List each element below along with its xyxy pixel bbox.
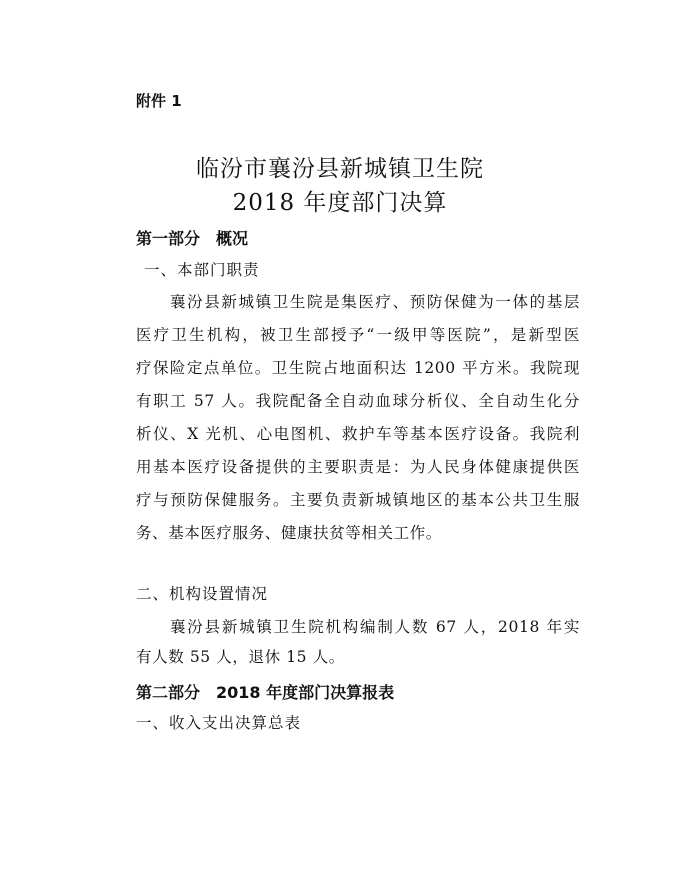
section-heading-organization: 二、机构设置情况 [136,585,269,603]
paragraph-line: 襄汾县新城镇卫生院机构编制人数 67 人，2018 年实 [170,618,580,636]
paragraph-line: 疗保险定点单位。卫生院占地面积达 1200 平方米。我院现 [136,359,580,377]
organization-paragraph [136,612,580,672]
paragraph-line: 医疗卫生机构，被卫生部授予“一级甲等医院”，是新型医 [136,326,580,344]
paragraph-line: 疗与预防保健服务。主要负责新城镇地区的基本公共卫生服 [136,491,580,509]
document-title-line-2: 2018 年度部门决算 [232,190,448,216]
duties-paragraph [136,286,580,550]
document-title-line-1: 临汾市襄汾县新城镇卫生院 [196,156,484,182]
part1-heading: 第一部分 概况 [136,229,249,248]
paragraph-line: 有职工 57 人。我院配备全自动血球分析仪、全自动生化分 [136,392,580,410]
paragraph-line: 有人数 55 人，退休 15 人。 [136,648,345,666]
section-heading-duties: 一、本部门职责 [144,261,260,279]
paragraph-line: 用基本医疗设备提供的主要职责是：为人民身体健康提供医 [136,458,580,476]
part2-heading: 第二部分 2018 年度部门决算报表 [136,683,395,702]
attachment-label: 附件 1 [136,92,182,110]
section-heading-summary-table: 一、收入支出决算总表 [136,714,302,732]
paragraph-line: 务、基本医疗服务、健康扶贫等相关工作。 [136,524,442,542]
paragraph-line: 析仪、X 光机、心电图机、救护车等基本医疗设备。我院利 [136,425,580,443]
paragraph-line: 襄汾县新城镇卫生院是集医疗、预防保健为一体的基层 [170,293,580,311]
